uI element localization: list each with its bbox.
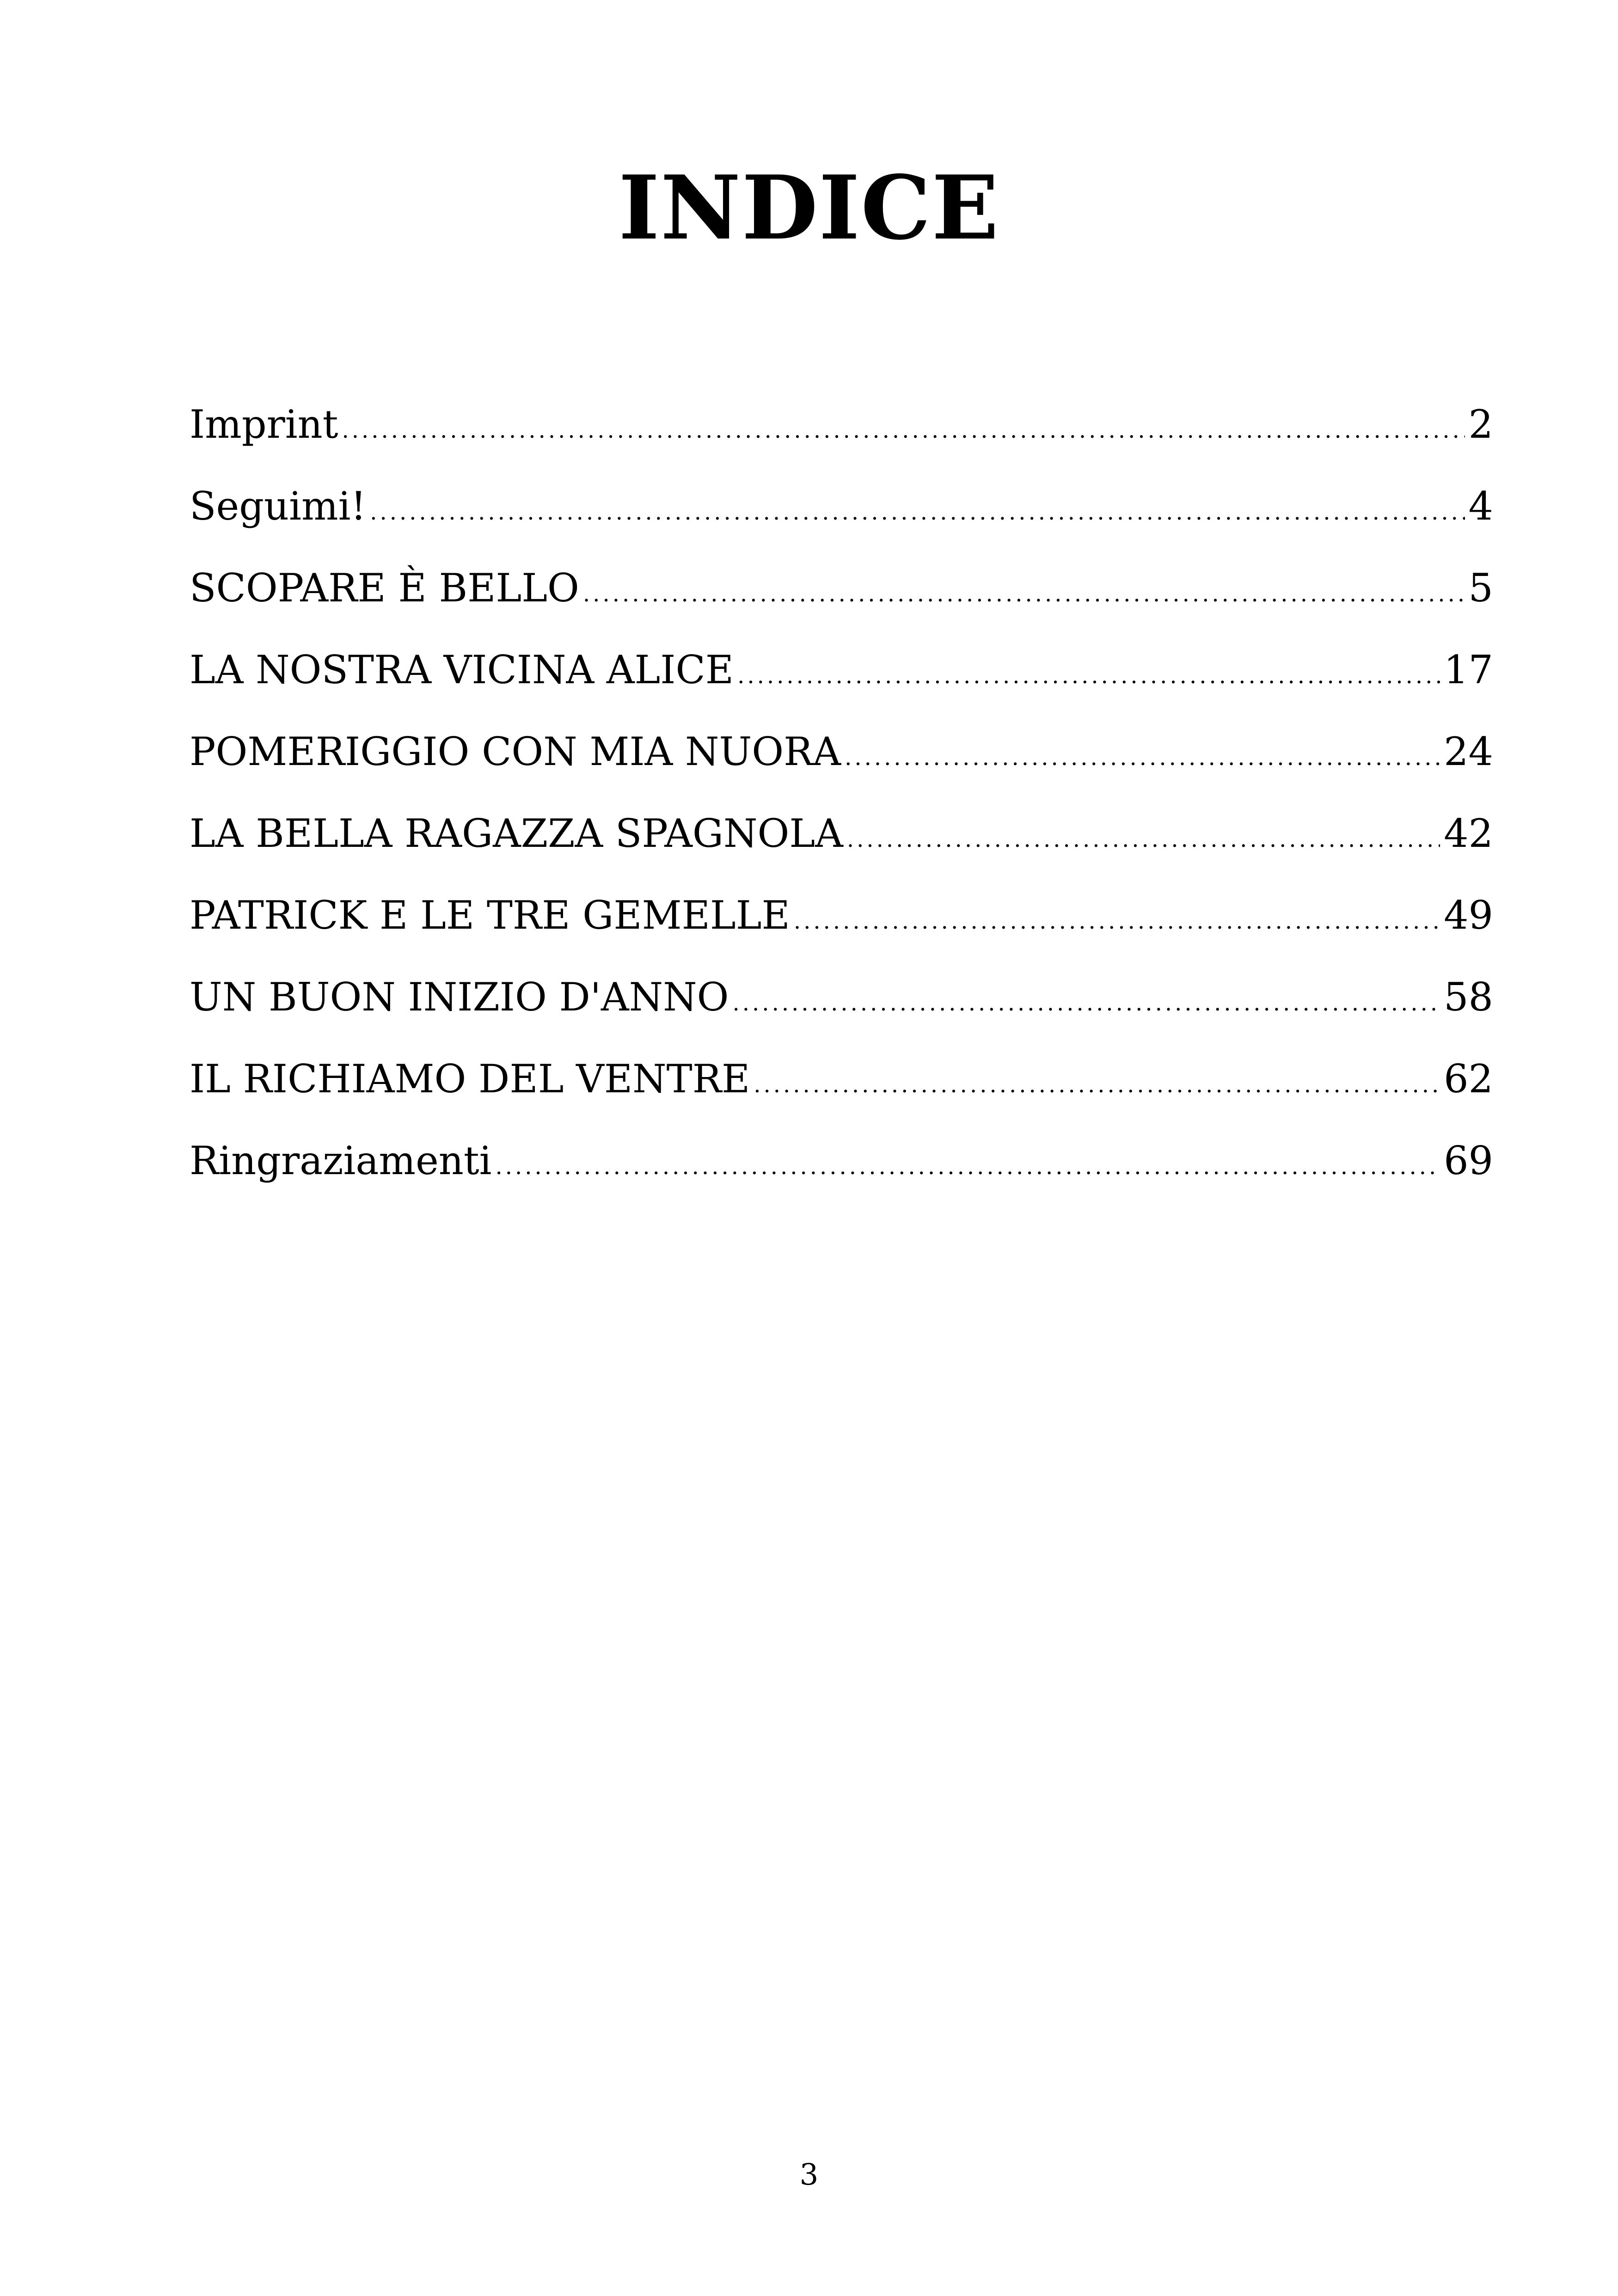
dot-leader	[370, 471, 1465, 553]
toc-entry-la-bella-ragazza-spagnola[interactable]	[190, 793, 1493, 875]
toc-entry-page: 4	[1468, 484, 1493, 529]
toc-entry-label: Seguimi!	[190, 484, 367, 529]
toc-entry-page: 17	[1444, 647, 1493, 692]
toc-entry-il-richiamo-del-ventre[interactable]	[190, 1038, 1493, 1120]
page-title: INDICE	[618, 156, 1000, 259]
toc-entry-label: UN BUON INIZIO D'ANNO	[190, 974, 729, 1020]
toc-entry-la-nostra-vicina-alice[interactable]	[190, 629, 1493, 711]
toc-entry-label: Ringraziamenti	[190, 1138, 492, 1183]
toc-entry-page: 2	[1468, 402, 1493, 447]
dot-leader	[845, 717, 1440, 799]
toc-entry-label: POMERIGGIO CON MIA NUORA	[190, 729, 841, 774]
toc-entry-pomeriggio-con-mia-nuora[interactable]	[190, 711, 1493, 793]
toc-entry-label: IL RICHIAMO DEL VENTRE	[190, 1056, 750, 1102]
toc-entry-page: 62	[1444, 1056, 1493, 1102]
toc-entry-page: 5	[1468, 565, 1493, 611]
toc-entry-label: Imprint	[190, 402, 338, 447]
dot-leader	[847, 799, 1440, 881]
toc-entry-label: PATRICK E LE TRE GEMELLE	[190, 893, 790, 938]
toc-entry-page: 24	[1444, 729, 1493, 774]
toc-entry-page: 58	[1444, 974, 1493, 1020]
toc-entry-page: 49	[1444, 893, 1493, 938]
toc-entry-imprint[interactable]	[190, 384, 1493, 465]
toc-entry-label: LA BELLA RAGAZZA SPAGNOLA	[190, 811, 843, 856]
dot-leader	[342, 390, 1465, 471]
toc-entry-patrick-e-le-tre-gemelle[interactable]	[190, 875, 1493, 956]
toc-entry-seguimi[interactable]	[190, 465, 1493, 547]
toc-entry-label: LA NOSTRA VICINA ALICE	[190, 647, 734, 692]
toc-entry-un-buon-inizio-danno[interactable]	[190, 956, 1493, 1038]
dot-leader	[733, 962, 1440, 1044]
toc-entry-scopare-e-bello[interactable]	[190, 547, 1493, 629]
dot-leader	[754, 1044, 1440, 1126]
dot-leader	[496, 1126, 1440, 1208]
table-of-contents	[190, 384, 1493, 1202]
dot-leader	[583, 553, 1465, 635]
toc-entry-page: 69	[1444, 1138, 1493, 1183]
dot-leader	[737, 635, 1440, 717]
dot-leader	[794, 881, 1440, 962]
toc-entry-ringraziamenti[interactable]	[190, 1120, 1493, 1202]
toc-entry-label: SCOPARE È BELLO	[190, 565, 579, 611]
page-number: 3	[799, 2158, 819, 2192]
toc-entry-page: 42	[1444, 811, 1493, 856]
